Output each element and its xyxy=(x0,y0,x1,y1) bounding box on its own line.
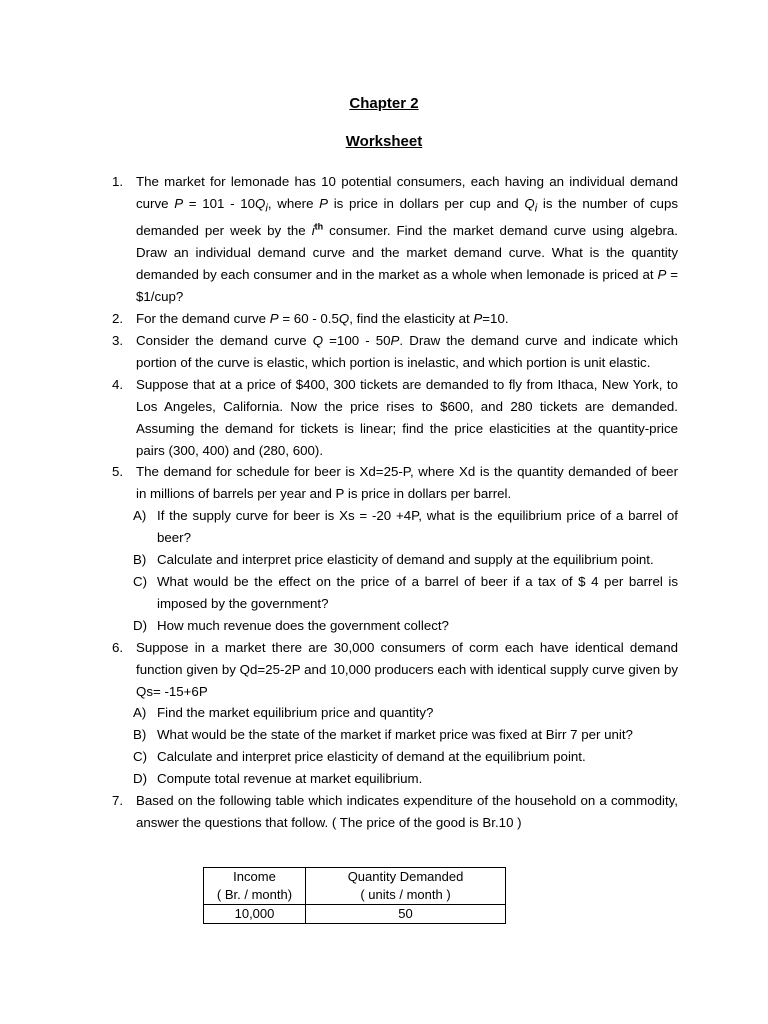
text-run: =100 - 50 xyxy=(323,333,391,348)
subquestion-text: Calculate and interpret price elasticity of demand at the equilibrium point. xyxy=(157,749,586,765)
question-number: 6. xyxy=(112,639,124,655)
variable: P xyxy=(319,195,329,211)
question-3 xyxy=(112,330,678,374)
subquestion-letter: D) xyxy=(133,771,148,787)
question-number: 4. xyxy=(112,376,124,392)
variable: Q xyxy=(255,195,266,211)
table-header-row xyxy=(204,868,506,905)
question-text xyxy=(136,311,509,326)
subquestion-5b xyxy=(133,549,678,571)
text-run: The market for lemonade has 10 potential consumers, each having an individual demand curve xyxy=(136,174,678,211)
question-list xyxy=(112,171,678,834)
subquestion-letter: A) xyxy=(133,705,147,721)
subquestion-letter: A) xyxy=(133,508,147,524)
quantity-header xyxy=(306,868,506,905)
question-6 xyxy=(112,637,678,703)
question-6-subparts xyxy=(133,702,678,790)
subscript: i xyxy=(265,202,268,215)
income-cell: 10,000 xyxy=(204,905,306,924)
question-text: Suppose that at a price of $400, 300 tickets are demanded to fly from Ithaca, New York, to Los Angeles, California. Now the price rises to $600, and 280 tickets are demanded. Assuming the demand for tickets is linear; find the price elasticities at the quantity-price pairs (300, 400) and (280, 600). xyxy=(136,376,678,458)
text-run: For the demand curve xyxy=(136,311,270,327)
variable: P xyxy=(269,311,279,327)
page-title: Chapter 2 xyxy=(349,95,419,112)
table-row xyxy=(204,905,506,924)
question-number: 2. xyxy=(112,311,124,327)
question-2 xyxy=(112,308,678,330)
variable: P xyxy=(174,195,184,211)
question-4 xyxy=(112,374,678,462)
question-text xyxy=(136,333,678,370)
subquestion-letter: C) xyxy=(133,749,148,765)
text-run: Consider the demand curve xyxy=(136,333,313,348)
subquestion-letter: D) xyxy=(133,617,148,633)
subquestion-6c xyxy=(133,746,678,768)
text-run: . Draw the demand curve and indicate which portion of the curve is elastic, which portion is inelastic, and which portion is unit elastic. xyxy=(136,333,678,370)
text-run: consumer. Find the market demand curve using algebra. Draw an individual demand curve and the market demand curve. What is the quantity demanded by each consumer and in the market as a whole when lemonade is priced at xyxy=(136,223,679,283)
subquestion-6d xyxy=(133,768,678,790)
question-text: Based on the following table which indicates expenditure of the household on a commodity, answer the questions that follow. ( The price of the good is Br.10 ) xyxy=(136,793,678,830)
variable: P xyxy=(390,333,400,348)
text-run: , find the elasticity at xyxy=(349,311,474,327)
subquestion-text: What would be the state of the market if market price was fixed at Birr 7 per unit? xyxy=(157,727,633,743)
subquestion-5c xyxy=(133,571,678,615)
question-text: The demand for schedule for beer is Xd=25-P, where Xd is the quantity demanded of beer in millions of barrels per year and P is price in dollars per barrel. xyxy=(136,464,678,502)
income-header xyxy=(204,868,306,905)
superscript: th xyxy=(314,222,324,233)
variable: P xyxy=(473,311,483,327)
question-text: Suppose in a market there are 30,000 consumers of corm each have identical demand function given by Qd=25-2P and 10,000 producers each with identical supply curve given by Qs= -15+6P xyxy=(136,639,678,699)
subquestion-text: If the supply curve for beer is Xs = -20 +4P, what is the equilibrium price of a barrel of beer? xyxy=(157,508,678,546)
header-unit: ( units / month ) xyxy=(360,887,451,902)
text-run: = $1/cup? xyxy=(136,267,678,305)
subquestion-6b xyxy=(133,724,678,746)
subquestion-5d xyxy=(133,615,678,637)
text-run: , where xyxy=(267,195,320,211)
text-run: = 101 - 10 xyxy=(183,195,256,211)
question-5-subparts xyxy=(133,505,678,636)
subquestion-letter: B) xyxy=(133,552,147,568)
variable: Q xyxy=(338,311,350,327)
question-7 xyxy=(112,790,678,834)
subquestion-text: Compute total revenue at market equilibrium. xyxy=(157,771,423,787)
text-run: = 60 - 0.5 xyxy=(278,311,339,327)
expenditure-table xyxy=(203,867,506,924)
subquestion-text: Calculate and interpret price elasticity of demand and supply at the equilibrium point. xyxy=(157,552,654,568)
question-text xyxy=(136,174,678,304)
text-run: is price in dollars per cup and xyxy=(328,195,525,211)
question-number: 3. xyxy=(112,333,124,348)
quantity-cell: 50 xyxy=(306,905,506,924)
subquestion-letter: C) xyxy=(133,573,148,589)
question-number: 7. xyxy=(112,793,124,809)
question-5 xyxy=(112,461,678,505)
variable: Q xyxy=(524,195,535,211)
variable: P xyxy=(657,267,667,283)
question-1 xyxy=(112,171,678,308)
text-run: =10. xyxy=(482,311,509,327)
question-number: 5. xyxy=(112,464,124,480)
page-subtitle: Worksheet xyxy=(345,133,423,150)
subquestion-text: How much revenue does the government collect? xyxy=(157,617,449,633)
subscript: i xyxy=(534,202,538,215)
variable: i xyxy=(311,223,315,239)
subquestion-text: What would be the effect on the price of a barrel of beer if a tax of $ 4 per barrel is imposed by the government? xyxy=(157,573,678,611)
subquestion-5a xyxy=(133,505,678,549)
question-number: 1. xyxy=(112,174,124,189)
header-unit: ( Br. / month) xyxy=(216,887,293,902)
header-line: Income xyxy=(233,869,276,884)
subquestion-6a xyxy=(133,702,678,724)
text-run: is the number of cups demanded per week by the xyxy=(136,195,678,239)
subquestion-text: Find the market equilibrium price and quantity? xyxy=(157,705,434,721)
header-line: Quantity Demanded xyxy=(347,869,464,884)
variable: Q xyxy=(312,333,324,348)
subquestion-letter: B) xyxy=(133,727,147,743)
